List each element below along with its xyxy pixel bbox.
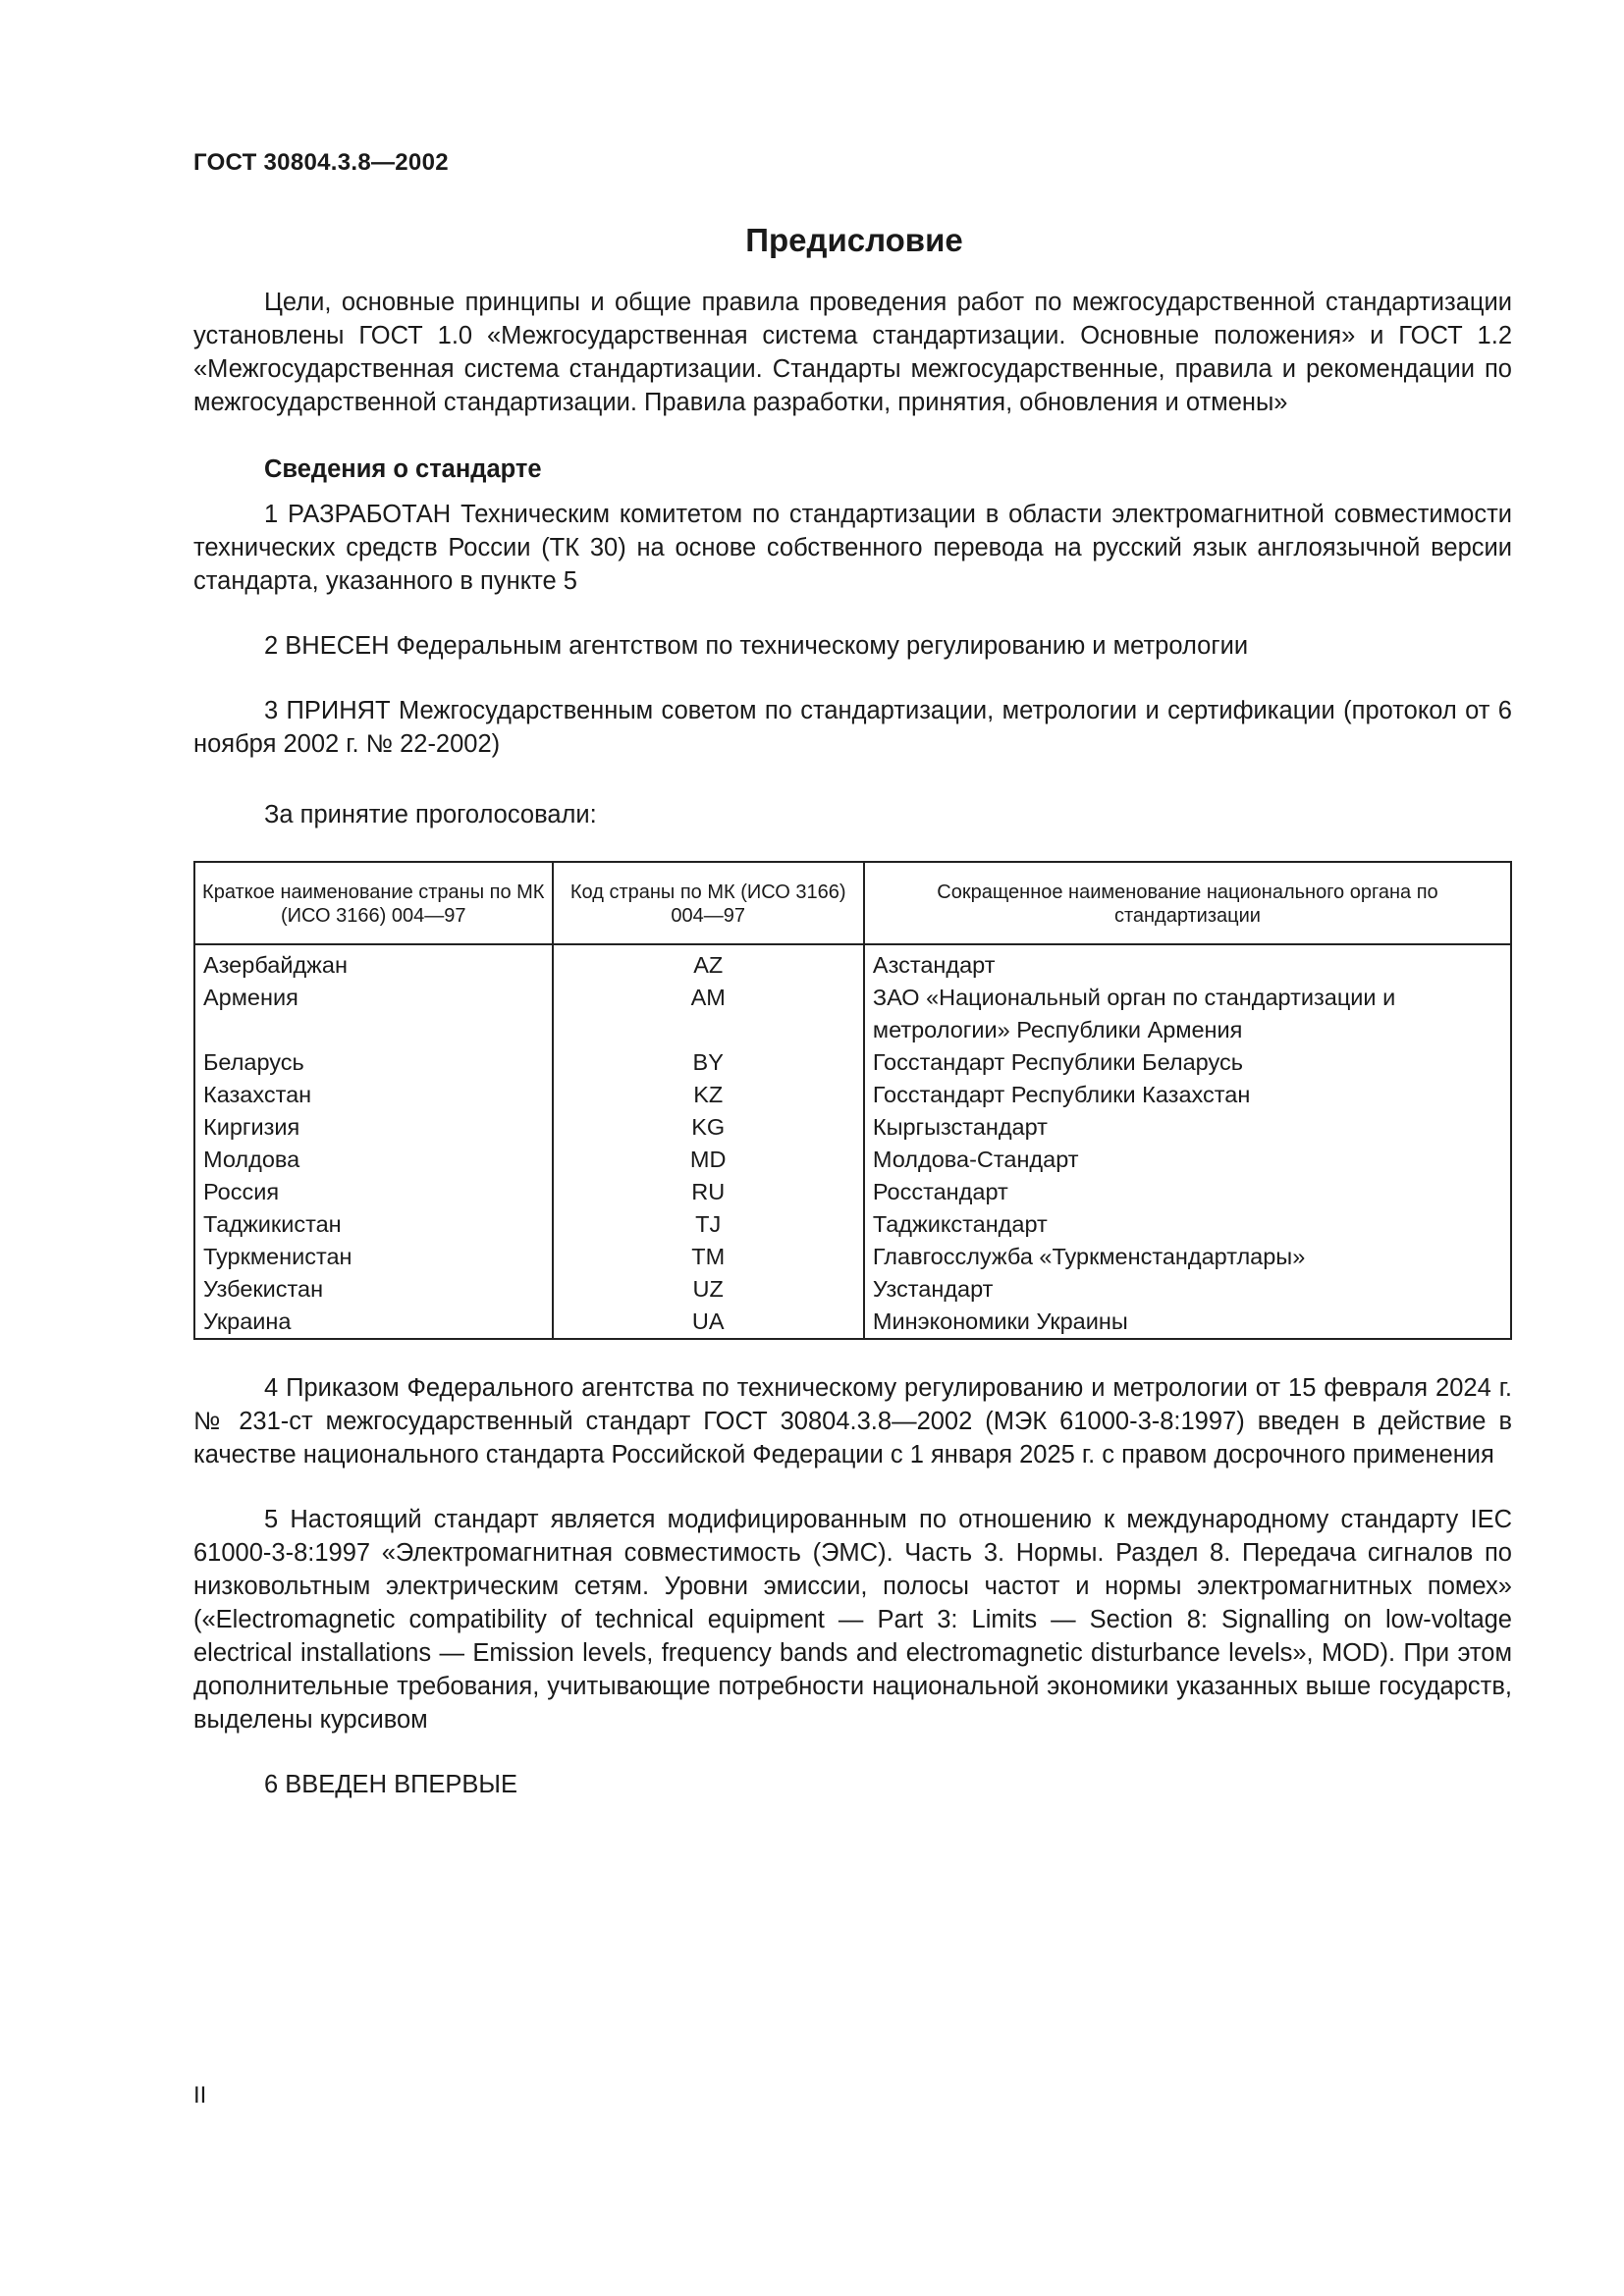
country-cell: Таджикистан <box>194 1208 553 1241</box>
header-country: Краткое наименование страны по МК (ИСО 3166) 004—97 <box>194 862 553 944</box>
country-cell: Киргизия <box>194 1111 553 1144</box>
voting-countries-table <box>193 861 1512 1340</box>
code-cell: AZ <box>553 944 864 982</box>
code-cell: RU <box>553 1176 864 1208</box>
body-cell: Госстандарт Республики Казахстан <box>864 1079 1511 1111</box>
country-cell: Молдова <box>194 1144 553 1176</box>
code-cell: MD <box>553 1144 864 1176</box>
country-cell: Украина <box>194 1306 553 1339</box>
table-row <box>194 1208 1511 1241</box>
code-cell: AM <box>553 982 864 1046</box>
page-number: II <box>193 2082 207 2109</box>
country-cell: Туркменистан <box>194 1241 553 1273</box>
body-cell: Азстандарт <box>864 944 1511 982</box>
body-cell: Главгосслужба «Туркменстандартлары» <box>864 1241 1511 1273</box>
country-cell: Армения <box>194 982 553 1046</box>
country-cell: Азербайджан <box>194 944 553 982</box>
code-cell: TM <box>553 1241 864 1273</box>
table-header-row <box>194 862 1511 944</box>
country-cell: Беларусь <box>194 1046 553 1079</box>
item-submitted: 2 ВНЕСЕН Федеральным агентством по техническому регулированию и метрологии <box>264 632 1249 660</box>
body-cell: Росстандарт <box>864 1176 1511 1208</box>
code-cell: UZ <box>553 1273 864 1306</box>
table-row <box>194 1111 1511 1144</box>
body-cell: Госстандарт Республики Беларусь <box>864 1046 1511 1079</box>
table-row <box>194 982 1511 1046</box>
item-developed: 1 РАЗРАБОТАН Техническим комитетом по стандартизации в области электромагнитной совместимости технических средств России (ТК 30) на основе собственного перевода на русский язык англоязычной версии стандарта, указанного в пункте 5 <box>193 501 1512 595</box>
document-code: ГОСТ 30804.3.8—2002 <box>193 149 449 176</box>
table-row <box>194 1241 1511 1273</box>
body-cell: ЗАО «Национальный орган по стандартизации и метрологии» Республики Армения <box>864 982 1511 1046</box>
table-row <box>194 1306 1511 1339</box>
item-introduced: 6 ВВЕДЕН ВПЕРВЫЕ <box>264 1771 518 1798</box>
body-cell: Кыргызстандарт <box>864 1111 1511 1144</box>
table-row <box>194 1079 1511 1111</box>
table-row <box>194 1144 1511 1176</box>
header-code: Код страны по МК (ИСО 3166) 004—97 <box>553 862 864 944</box>
body-cell: Узстандарт <box>864 1273 1511 1306</box>
header-body: Сокращенное наименование национального органа по стандартизации <box>864 862 1511 944</box>
info-heading: Сведения о стандарте <box>264 455 542 483</box>
table-row <box>194 1176 1511 1208</box>
item-modified: 5 Настоящий стандарт является модифицированным по отношению к международному стандарту IEC 61000-3-8:1997 «Электромагнитная совместимость (ЭМС). Часть 3. Нормы. Раздел 8. Передача сигналов по низковольтным электрическим сетям. Уровни эмиссии, полосы частот и нормы электромагнитных помех» («Electromagnetic compatibility of technical equipment — Part 3: Limits — Section 8: Signalling on low-voltage electrical installations — Emission levels, frequency bands and electromagnetic disturbance levels», MOD). При этом дополнительные требования, учитывающие потребности национальной экономики указанных выше государств, выделены курсивом <box>193 1506 1512 1734</box>
body-cell: Таджикстандарт <box>864 1208 1511 1241</box>
table-row <box>194 944 1511 982</box>
item-enacted: 4 Приказом Федерального агентства по техническому регулированию и метрологии от 15 февраля 2024 г. № 231-ст межгосударственный стандарт ГОСТ 30804.3.8—2002 (МЭК 61000-3-8:1997) введен в действие в качестве национального стандарта Российской Федерации с 1 января 2025 г. с правом досрочного применения <box>193 1374 1512 1468</box>
preface-body <box>193 286 1512 1801</box>
votes-intro: За принятие проголосовали: <box>264 801 597 828</box>
code-cell: UA <box>553 1306 864 1339</box>
intro-paragraph: Цели, основные принципы и общие правила проведения работ по межгосударственной стандартизации установлены ГОСТ 1.0 «Межгосударственная система стандартизации. Основные положения» и ГОСТ 1.2 «Межгосударственная система стандартизации. Стандарты межгосударственные, правила и рекомендации по межгосударственной стандартизации. Правила разработки, принятия, обновления и отмены» <box>193 289 1512 416</box>
code-cell: TJ <box>553 1208 864 1241</box>
table-row <box>194 1046 1511 1079</box>
code-cell: KG <box>553 1111 864 1144</box>
body-cell: Молдова-Стандарт <box>864 1144 1511 1176</box>
code-cell: BY <box>553 1046 864 1079</box>
table-row <box>194 1273 1511 1306</box>
body-cell: Минэкономики Украины <box>864 1306 1511 1339</box>
country-cell: Россия <box>194 1176 553 1208</box>
country-cell: Узбекистан <box>194 1273 553 1306</box>
page-title: Предисловие <box>745 222 963 258</box>
code-cell: KZ <box>553 1079 864 1111</box>
country-cell: Казахстан <box>194 1079 553 1111</box>
item-adopted: 3 ПРИНЯТ Межгосударственным советом по стандартизации, метрологии и сертификации (протокол от 6 ноября 2002 г. № 22-2002) <box>193 697 1512 758</box>
